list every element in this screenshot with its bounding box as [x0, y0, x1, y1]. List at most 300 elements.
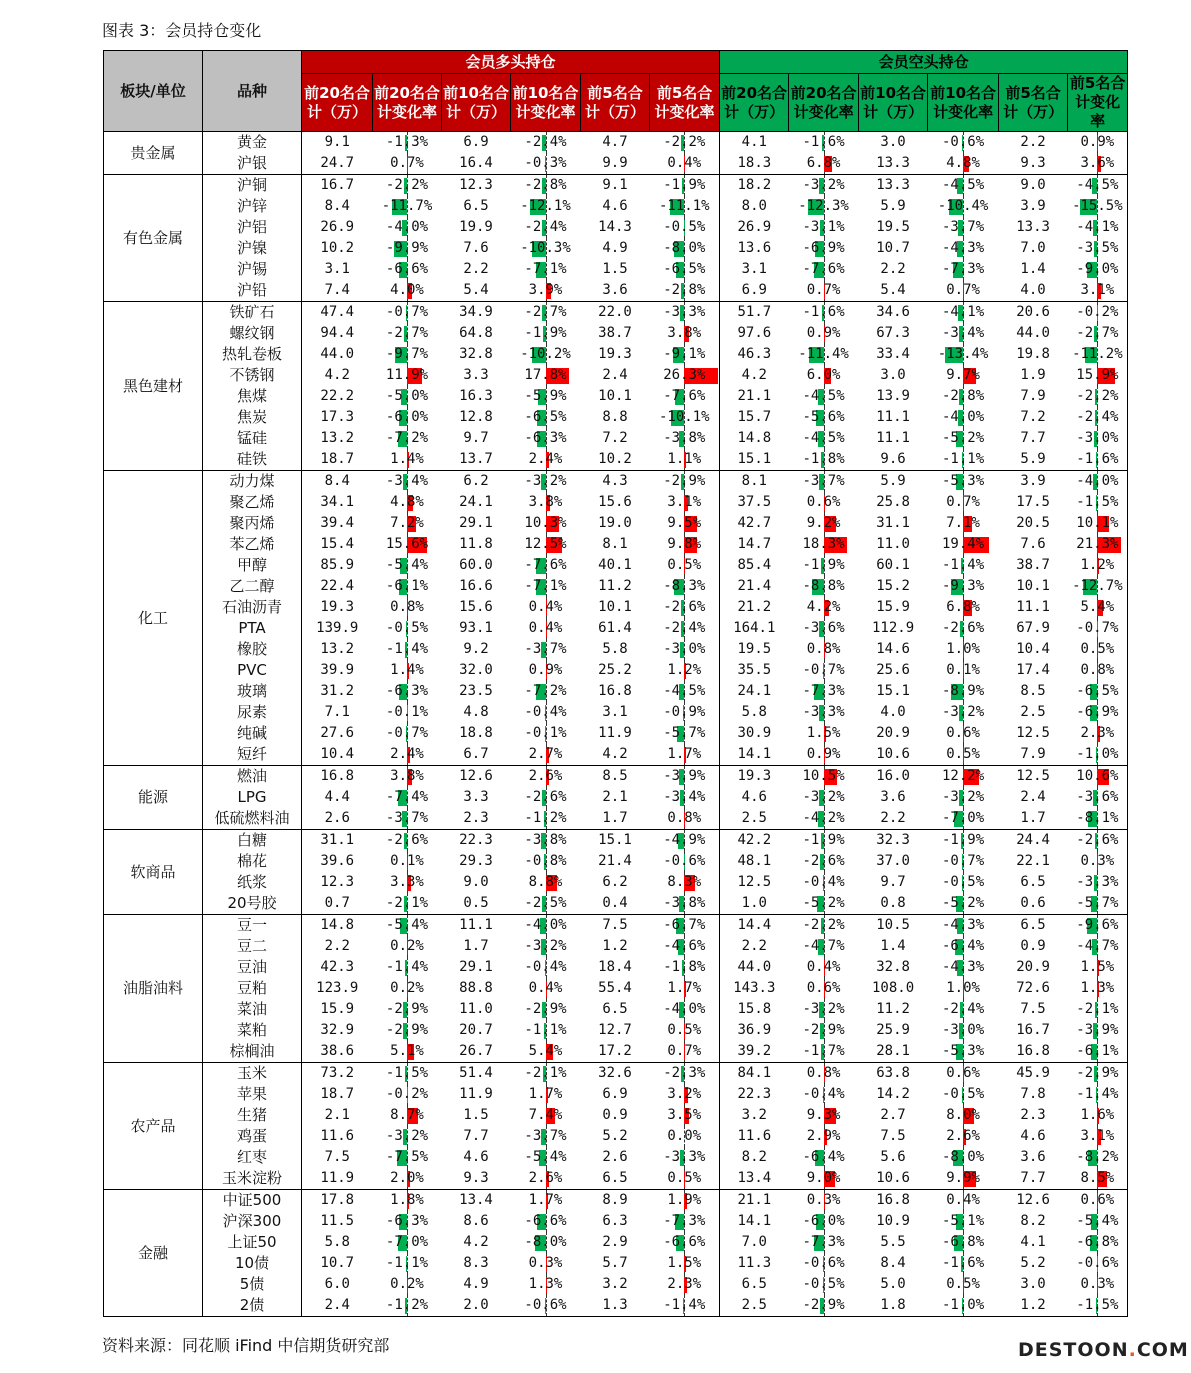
change-value: 0.2% — [390, 980, 424, 996]
change-value: -8.2% — [1076, 1149, 1119, 1165]
change-cell — [928, 1211, 999, 1232]
total-cell: 4.2 — [602, 746, 628, 762]
change-value: 0.5% — [1080, 641, 1115, 657]
total-cell: 4.0 — [880, 704, 906, 720]
change-value: 0.4% — [528, 620, 563, 636]
total-cell: 3.0 — [859, 132, 928, 154]
change-value: 2.6% — [946, 1128, 980, 1144]
total-cell: 4.6 — [741, 789, 767, 805]
total-cell: 6.5 — [602, 1001, 628, 1017]
total-cell: 1.0 — [741, 895, 767, 911]
change-value: -2.8% — [524, 177, 567, 193]
sector-cell: 黑色建材 — [104, 302, 203, 471]
change-value: 0.7% — [806, 282, 841, 298]
total-cell: 3.2 — [741, 1107, 767, 1123]
change-value: 1.8% — [390, 1192, 424, 1208]
variety-cell: 沪铅 — [203, 280, 302, 302]
change-cell — [373, 407, 442, 428]
change-cell — [511, 407, 581, 428]
change-cell — [511, 1295, 581, 1317]
change-cell — [928, 1126, 999, 1147]
change-cell — [928, 1105, 999, 1126]
change-value: -2.6% — [663, 599, 706, 615]
total-cell: 47.4 — [302, 302, 373, 324]
change-value: -6.5% — [1076, 683, 1119, 699]
table-row — [104, 302, 1128, 324]
variety-cell: 乙二醇 — [203, 576, 302, 597]
total-cell: 11.0 — [459, 1001, 493, 1017]
table-row — [104, 893, 1128, 915]
change-value: 2.3% — [667, 1276, 702, 1292]
change-cell — [373, 175, 442, 197]
change-value: -3.2% — [802, 789, 845, 805]
total-cell: 67.3 — [876, 325, 910, 341]
total-cell: 4.2 — [463, 1234, 489, 1250]
total-cell: 15.1 — [737, 451, 772, 467]
total-cell: 17.8 — [302, 1190, 373, 1212]
change-cell — [1068, 492, 1128, 513]
change-cell — [373, 217, 442, 238]
total-cell: 19.5 — [876, 219, 910, 235]
change-value: -2.4% — [1076, 409, 1119, 425]
change-value: 2.6% — [528, 768, 563, 784]
total-cell: 18.4 — [598, 959, 632, 975]
variety-cell: 棕榈油 — [203, 1041, 302, 1063]
total-cell: 11.9 — [459, 1086, 493, 1102]
change-value: 0.3% — [806, 1192, 841, 1208]
total-cell: 4.8 — [463, 704, 489, 720]
change-cell — [373, 576, 442, 597]
change-value: -7.6% — [524, 557, 567, 573]
change-value: -3.8% — [524, 832, 567, 848]
change-cell — [650, 1190, 720, 1212]
change-cell — [928, 597, 999, 618]
change-value: -12.7% — [1072, 578, 1123, 594]
total-cell: 38.6 — [320, 1043, 355, 1059]
total-cell: 8.4 — [324, 198, 350, 214]
change-value: -8.0% — [524, 1234, 567, 1250]
total-cell: 18.8 — [459, 725, 493, 741]
change-cell — [373, 957, 442, 978]
total-cell: 6.9 — [442, 132, 511, 154]
change-value: 0.8% — [1080, 662, 1115, 678]
total-cell: 7.2 — [602, 430, 628, 446]
change-cell — [1068, 723, 1128, 744]
total-cell: 36.9 — [737, 1022, 772, 1038]
total-cell: 51.7 — [720, 302, 789, 324]
change-value: -1.4% — [385, 641, 429, 657]
change-value: -2.2% — [1076, 388, 1119, 404]
change-cell — [373, 132, 442, 154]
change-value: 0.8% — [390, 599, 424, 615]
total-cell: 94.4 — [320, 325, 355, 341]
change-value: 1.0% — [946, 641, 980, 657]
change-cell — [373, 323, 442, 344]
total-cell: 46.3 — [737, 346, 772, 362]
change-cell — [928, 723, 999, 744]
total-cell: 14.4 — [720, 915, 789, 937]
change-value: -1.1% — [385, 1255, 429, 1271]
change-cell — [928, 1295, 999, 1317]
total-cell: 9.2 — [463, 641, 489, 657]
variety-cell: 沪锡 — [203, 259, 302, 280]
total-cell: 6.5 — [602, 1170, 628, 1186]
header-long-col: 前5名合计变化率 — [650, 74, 720, 132]
total-cell: 44.0 — [737, 959, 772, 975]
total-cell: 7.9 — [1020, 746, 1046, 762]
change-cell — [373, 872, 442, 893]
total-cell: 24.1 — [459, 494, 493, 510]
change-value: -1.9% — [802, 557, 845, 573]
table-row — [104, 957, 1128, 978]
change-cell — [928, 1253, 999, 1274]
total-cell: 2.7 — [880, 1107, 906, 1123]
table-row — [104, 386, 1128, 407]
total-cell: 5.2 — [602, 1128, 628, 1144]
total-cell: 11.1 — [1016, 599, 1050, 615]
change-cell — [650, 238, 720, 259]
change-cell — [650, 999, 720, 1020]
change-value: 10.6% — [1076, 768, 1119, 784]
total-cell: 15.6 — [459, 599, 493, 615]
change-value: -1.5% — [1076, 1297, 1119, 1313]
change-value: 7.4% — [528, 1107, 563, 1123]
change-value: -1.6% — [802, 134, 845, 150]
total-cell: 2.2 — [463, 261, 489, 277]
total-cell: 9.0 — [999, 175, 1068, 197]
total-cell: 1.8 — [859, 1295, 928, 1317]
change-cell — [928, 513, 999, 534]
total-cell: 29.1 — [459, 959, 493, 975]
total-cell: 63.8 — [859, 1063, 928, 1085]
variety-cell: 10债 — [203, 1253, 302, 1274]
total-cell: 25.6 — [876, 662, 910, 678]
change-cell — [650, 1105, 720, 1126]
change-cell — [511, 217, 581, 238]
change-value: 1.4% — [390, 451, 424, 467]
change-cell — [373, 915, 442, 937]
change-value: 3.9% — [528, 282, 563, 298]
change-value: -7.5% — [385, 1149, 429, 1165]
total-cell: 4.6 — [1020, 1128, 1046, 1144]
position-table — [103, 50, 1128, 1317]
change-value: -7.2% — [385, 430, 429, 446]
change-value: -2.9% — [385, 1001, 429, 1017]
change-value: -0.4% — [524, 959, 567, 975]
change-cell — [511, 1105, 581, 1126]
change-value: 0.3% — [528, 1255, 563, 1271]
change-cell — [373, 893, 442, 915]
change-value: -8.8% — [802, 578, 845, 594]
total-cell: 6.7 — [463, 746, 489, 762]
change-cell — [511, 978, 581, 999]
change-cell — [1068, 1274, 1128, 1295]
total-cell: 22.3 — [737, 1086, 772, 1102]
change-cell — [650, 386, 720, 407]
total-cell: 1.5 — [602, 261, 628, 277]
change-cell — [511, 492, 581, 513]
change-cell — [789, 618, 859, 639]
change-cell — [511, 702, 581, 723]
change-value: -6.7% — [663, 917, 706, 933]
total-cell: 2.2 — [324, 938, 350, 954]
change-value: 8.5% — [1080, 1170, 1115, 1186]
change-value: 3.5% — [667, 1107, 702, 1123]
change-value: -7.2% — [524, 683, 567, 699]
change-value: -9.1% — [663, 346, 706, 362]
total-cell: 97.6 — [737, 325, 772, 341]
change-value: 17.8% — [524, 367, 567, 383]
table-row — [104, 1020, 1128, 1041]
table-row — [104, 1147, 1128, 1168]
change-value: -0.5% — [385, 620, 429, 636]
change-cell — [650, 428, 720, 449]
change-cell — [511, 513, 581, 534]
change-cell — [928, 196, 999, 217]
change-cell — [789, 830, 859, 852]
change-value: -9.6% — [1076, 917, 1119, 933]
change-cell — [789, 766, 859, 788]
total-cell: 14.8 — [302, 915, 373, 937]
change-cell — [928, 1084, 999, 1105]
change-value: -2.6% — [1076, 832, 1119, 848]
total-cell: 13.3 — [1016, 219, 1050, 235]
change-value: 2.4% — [390, 746, 424, 762]
change-value: -1.2% — [385, 1297, 429, 1313]
change-value: 9.5% — [667, 515, 702, 531]
table-row — [104, 744, 1128, 766]
change-value: 0.5% — [667, 557, 702, 573]
total-cell: 112.9 — [872, 620, 915, 636]
change-value: 3.8% — [390, 768, 424, 784]
change-cell — [373, 618, 442, 639]
variety-cell: 纯碱 — [203, 723, 302, 744]
change-cell — [511, 259, 581, 280]
table-row — [104, 681, 1128, 702]
total-cell: 15.1 — [876, 683, 910, 699]
change-value: 6.0% — [806, 367, 841, 383]
header-long-col: 前10名合计（万） — [442, 74, 511, 132]
change-value: -5.7% — [1076, 895, 1119, 911]
variety-cell: 石油沥青 — [203, 597, 302, 618]
change-cell — [511, 723, 581, 744]
total-cell: 14.6 — [876, 641, 910, 657]
change-cell — [373, 1274, 442, 1295]
total-cell: 31.1 — [302, 830, 373, 852]
change-value: -3.2% — [524, 473, 567, 489]
total-cell: 22.0 — [581, 302, 650, 324]
change-value: 0.6% — [946, 725, 980, 741]
change-value: 26.3% — [663, 367, 706, 383]
table-row — [104, 936, 1128, 957]
change-cell — [373, 681, 442, 702]
figure-caption: 图表 3：会员持仓变化 — [102, 21, 262, 40]
total-cell: 15.4 — [320, 536, 355, 552]
change-value: -7.3% — [802, 1234, 845, 1250]
change-value: -4.5% — [802, 430, 845, 446]
total-cell: 0.9 — [602, 1107, 628, 1123]
total-cell: 21.4 — [737, 578, 772, 594]
change-cell — [928, 132, 999, 154]
change-cell — [928, 576, 999, 597]
change-cell — [928, 957, 999, 978]
total-cell: 15.7 — [737, 409, 772, 425]
total-cell: 15.1 — [581, 830, 650, 852]
total-cell: 12.5 — [1016, 725, 1050, 741]
change-cell — [511, 597, 581, 618]
change-value: -0.5% — [663, 219, 706, 235]
change-value: -0.6% — [663, 853, 706, 869]
total-cell: 16.8 — [1016, 1043, 1050, 1059]
change-value: 2.9% — [806, 1128, 841, 1144]
total-cell: 2.1 — [324, 1107, 350, 1123]
total-cell: 88.8 — [459, 980, 493, 996]
variety-cell: 甲醇 — [203, 555, 302, 576]
change-value: -10.3% — [520, 240, 571, 256]
total-cell: 3.6 — [880, 789, 906, 805]
change-value: -1.0% — [942, 1297, 985, 1313]
total-cell: 11.1 — [876, 430, 910, 446]
variety-cell: 豆二 — [203, 936, 302, 957]
change-cell — [650, 492, 720, 513]
total-cell: 2.0 — [442, 1295, 511, 1317]
total-cell: 51.4 — [442, 1063, 511, 1085]
change-value: -3.0% — [1076, 430, 1119, 446]
total-cell: 6.5 — [999, 915, 1068, 937]
total-cell: 8.1 — [602, 536, 628, 552]
change-cell — [373, 365, 442, 386]
change-cell — [373, 978, 442, 999]
change-value: 0.5% — [946, 746, 980, 762]
change-cell — [650, 576, 720, 597]
change-cell — [928, 1274, 999, 1295]
change-cell — [511, 1232, 581, 1253]
change-value: 8.0% — [946, 1107, 980, 1123]
change-value: -9.9% — [385, 240, 429, 256]
variety-cell: 棉花 — [203, 851, 302, 872]
change-cell — [511, 744, 581, 766]
change-cell — [650, 471, 720, 493]
change-value: -6.4% — [802, 1149, 845, 1165]
change-value: 2.6% — [528, 1170, 563, 1186]
change-value: 0.0% — [667, 1128, 702, 1144]
total-cell: 5.8 — [602, 641, 628, 657]
change-value: -0.9% — [663, 704, 706, 720]
change-value: -0.4% — [802, 1086, 845, 1102]
total-cell: 22.3 — [442, 830, 511, 852]
change-cell — [1068, 1253, 1128, 1274]
change-value: 0.4% — [667, 155, 702, 171]
change-cell — [789, 132, 859, 154]
total-cell: 8.1 — [720, 471, 789, 493]
change-cell — [1068, 217, 1128, 238]
change-cell — [928, 302, 999, 324]
change-cell — [650, 1126, 720, 1147]
change-value: 0.5% — [667, 1022, 702, 1038]
variety-cell: 聚乙烯 — [203, 492, 302, 513]
change-value: -6.5% — [524, 409, 567, 425]
table-row — [104, 344, 1128, 365]
total-cell: 29.3 — [459, 853, 493, 869]
change-cell — [511, 323, 581, 344]
total-cell: 17.4 — [1016, 662, 1050, 678]
change-value: -3.1% — [802, 219, 845, 235]
change-value: 0.6% — [946, 1065, 980, 1081]
table-row — [104, 1084, 1128, 1105]
change-cell — [1068, 999, 1128, 1020]
total-cell: 9.0 — [463, 874, 489, 890]
change-value: 5.4% — [528, 1043, 563, 1059]
change-cell — [511, 365, 581, 386]
change-cell — [373, 851, 442, 872]
change-cell — [650, 723, 720, 744]
change-cell — [789, 936, 859, 957]
total-cell: 13.2 — [320, 430, 355, 446]
change-value: 1.3% — [528, 1276, 563, 1292]
total-cell: 6.9 — [741, 282, 767, 298]
table-row — [104, 175, 1128, 197]
change-value: -3.2% — [524, 938, 567, 954]
change-value: 4.8% — [390, 494, 424, 510]
change-cell — [1068, 1147, 1128, 1168]
variety-cell: 沪铜 — [203, 175, 302, 197]
header-short-col: 前5名合计变化率 — [1068, 74, 1128, 132]
change-cell — [1068, 1020, 1128, 1041]
total-cell: 24.7 — [320, 155, 355, 171]
total-cell: 2.2 — [880, 810, 906, 826]
change-value: -3.7% — [524, 641, 567, 657]
total-cell: 13.4 — [737, 1170, 772, 1186]
header-short-col: 前20名合计（万） — [720, 74, 789, 132]
change-value: 0.6% — [806, 980, 841, 996]
change-cell — [511, 660, 581, 681]
total-cell: 19.9 — [459, 219, 493, 235]
total-cell: 4.9 — [463, 1276, 489, 1292]
total-cell: 10.6 — [876, 1170, 910, 1186]
change-cell — [650, 449, 720, 471]
total-cell: 38.7 — [598, 325, 632, 341]
change-value: 1.5% — [806, 725, 841, 741]
change-value: 9.3% — [806, 1107, 841, 1123]
change-value: -11.2% — [1072, 346, 1123, 362]
change-value: -5.9% — [524, 388, 567, 404]
table-row — [104, 978, 1128, 999]
change-value: 2.4% — [528, 451, 563, 467]
total-cell: 1.7 — [1020, 810, 1046, 826]
change-value: -12.1% — [520, 198, 571, 214]
change-cell — [373, 1168, 442, 1190]
change-value: -6.9% — [802, 240, 845, 256]
total-cell: 14.1 — [737, 1213, 772, 1229]
change-cell — [650, 280, 720, 302]
change-cell — [511, 893, 581, 915]
total-cell: 11.2 — [876, 1001, 910, 1017]
variety-cell: 豆粕 — [203, 978, 302, 999]
total-cell: 8.8 — [602, 409, 628, 425]
change-value: 1.9% — [667, 1192, 702, 1208]
change-cell — [1068, 957, 1128, 978]
change-cell — [373, 302, 442, 324]
change-cell — [928, 407, 999, 428]
change-value: -8.0% — [942, 1149, 985, 1165]
table-body — [104, 132, 1128, 1317]
change-cell — [789, 999, 859, 1020]
change-value: -2.6% — [385, 832, 429, 848]
total-cell: 11.5 — [320, 1213, 355, 1229]
change-cell — [511, 1020, 581, 1041]
sector-cell: 油脂油料 — [104, 915, 203, 1063]
change-cell — [928, 681, 999, 702]
